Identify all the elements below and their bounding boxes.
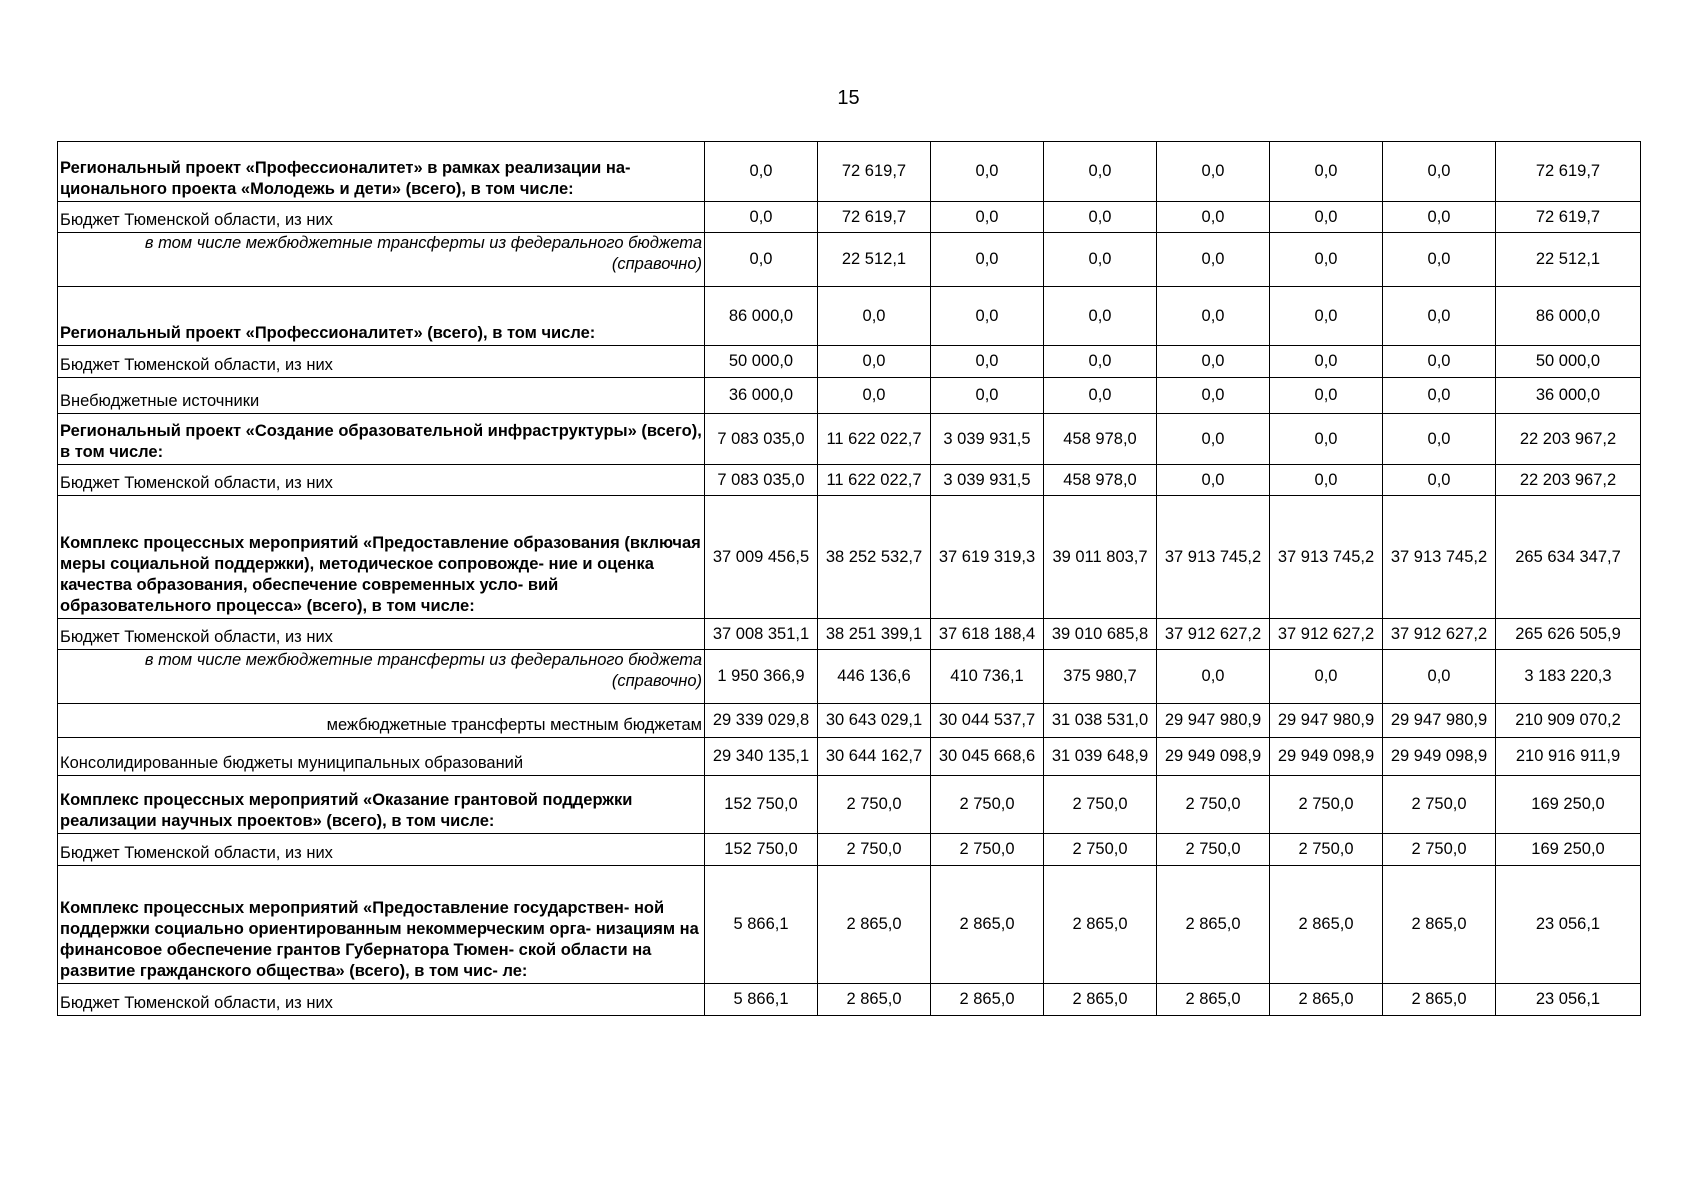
row-total-cell: 169 250,0 <box>1496 834 1641 866</box>
row-label: Внебюджетные источники <box>58 378 705 414</box>
row-label: Региональный проект «Создание образовательной инфраструктуры» (всего), в том числе: <box>58 414 705 465</box>
value-cell: 0,0 <box>1383 287 1496 346</box>
value-cell: 1 950 366,9 <box>705 650 818 704</box>
row-label: Бюджет Тюменской области, из них <box>58 619 705 650</box>
table-row <box>58 233 1641 287</box>
value-cell: 11 622 022,7 <box>818 465 931 496</box>
value-cell: 31 038 531,0 <box>1044 704 1157 738</box>
value-cell: 5 866,1 <box>705 984 818 1016</box>
value-cell: 0,0 <box>818 287 931 346</box>
value-cell: 0,0 <box>1383 202 1496 233</box>
row-total-cell: 210 916 911,9 <box>1496 738 1641 776</box>
value-cell: 2 750,0 <box>1270 776 1383 834</box>
value-cell: 0,0 <box>1157 142 1270 202</box>
value-cell: 2 865,0 <box>1157 866 1270 984</box>
value-cell: 0,0 <box>931 287 1044 346</box>
value-cell: 29 947 980,9 <box>1270 704 1383 738</box>
value-cell: 2 750,0 <box>1044 776 1157 834</box>
value-cell: 2 865,0 <box>931 984 1044 1016</box>
value-cell: 0,0 <box>1270 650 1383 704</box>
value-cell: 7 083 035,0 <box>705 465 818 496</box>
value-cell: 7 083 035,0 <box>705 414 818 465</box>
value-cell: 29 949 098,9 <box>1157 738 1270 776</box>
row-total-cell: 22 203 967,2 <box>1496 414 1641 465</box>
value-cell: 0,0 <box>931 202 1044 233</box>
value-cell: 0,0 <box>1270 414 1383 465</box>
value-cell: 0,0 <box>1157 465 1270 496</box>
value-cell: 37 912 627,2 <box>1383 619 1496 650</box>
value-cell: 0,0 <box>1270 233 1383 287</box>
value-cell: 2 750,0 <box>818 834 931 866</box>
value-cell: 2 865,0 <box>1270 866 1383 984</box>
value-cell: 152 750,0 <box>705 834 818 866</box>
table-row <box>58 287 1641 346</box>
value-cell: 0,0 <box>818 378 931 414</box>
value-cell: 2 750,0 <box>931 776 1044 834</box>
row-total-cell: 22 512,1 <box>1496 233 1641 287</box>
value-cell: 37 008 351,1 <box>705 619 818 650</box>
row-total-cell: 72 619,7 <box>1496 142 1641 202</box>
value-cell: 2 750,0 <box>1383 776 1496 834</box>
value-cell: 29 949 098,9 <box>1270 738 1383 776</box>
row-total-cell: 23 056,1 <box>1496 984 1641 1016</box>
value-cell: 0,0 <box>1383 650 1496 704</box>
value-cell: 2 865,0 <box>818 866 931 984</box>
table-row <box>58 619 1641 650</box>
value-cell: 30 044 537,7 <box>931 704 1044 738</box>
value-cell: 0,0 <box>1270 142 1383 202</box>
value-cell: 3 039 931,5 <box>931 465 1044 496</box>
value-cell: 37 618 188,4 <box>931 619 1044 650</box>
value-cell: 86 000,0 <box>705 287 818 346</box>
value-cell: 37 009 456,5 <box>705 496 818 619</box>
value-cell: 2 750,0 <box>1157 834 1270 866</box>
value-cell: 72 619,7 <box>818 202 931 233</box>
value-cell: 2 750,0 <box>818 776 931 834</box>
value-cell: 0,0 <box>1383 233 1496 287</box>
value-cell: 0,0 <box>705 142 818 202</box>
value-cell: 29 339 029,8 <box>705 704 818 738</box>
table-row <box>58 465 1641 496</box>
row-label: Бюджет Тюменской области, из них <box>58 984 705 1016</box>
row-total-cell: 22 203 967,2 <box>1496 465 1641 496</box>
value-cell: 3 039 931,5 <box>931 414 1044 465</box>
value-cell: 0,0 <box>1383 378 1496 414</box>
value-cell: 29 340 135,1 <box>705 738 818 776</box>
value-cell: 0,0 <box>1044 346 1157 378</box>
table-row <box>58 866 1641 984</box>
value-cell: 39 010 685,8 <box>1044 619 1157 650</box>
row-total-cell: 23 056,1 <box>1496 866 1641 984</box>
value-cell: 37 912 627,2 <box>1157 619 1270 650</box>
value-cell: 0,0 <box>705 202 818 233</box>
value-cell: 0,0 <box>1383 142 1496 202</box>
row-label: Региональный проект «Профессионалитет» в рамках реализации на- ционального проекта «Молодежь и дети» (всего), в том числе: <box>58 142 705 202</box>
row-label: Бюджет Тюменской области, из них <box>58 202 705 233</box>
value-cell: 29 947 980,9 <box>1383 704 1496 738</box>
row-total-cell: 36 000,0 <box>1496 378 1641 414</box>
value-cell: 50 000,0 <box>705 346 818 378</box>
value-cell: 375 980,7 <box>1044 650 1157 704</box>
value-cell: 30 643 029,1 <box>818 704 931 738</box>
row-total-cell: 72 619,7 <box>1496 202 1641 233</box>
value-cell: 2 865,0 <box>818 984 931 1016</box>
value-cell: 29 947 980,9 <box>1157 704 1270 738</box>
value-cell: 38 252 532,7 <box>818 496 931 619</box>
value-cell: 0,0 <box>1157 233 1270 287</box>
value-cell: 0,0 <box>931 142 1044 202</box>
value-cell: 22 512,1 <box>818 233 931 287</box>
row-label: Консолидированные бюджеты муниципальных образований <box>58 738 705 776</box>
table-row <box>58 346 1641 378</box>
table-row <box>58 496 1641 619</box>
value-cell: 37 913 745,2 <box>1157 496 1270 619</box>
budget-table-body <box>58 142 1641 1016</box>
row-label: межбюджетные трансферты местным бюджетам <box>58 704 705 738</box>
value-cell: 37 912 627,2 <box>1270 619 1383 650</box>
value-cell: 2 750,0 <box>1157 776 1270 834</box>
value-cell: 2 865,0 <box>1044 866 1157 984</box>
table-row <box>58 414 1641 465</box>
value-cell: 0,0 <box>1044 233 1157 287</box>
value-cell: 0,0 <box>931 378 1044 414</box>
row-label: Бюджет Тюменской области, из них <box>58 465 705 496</box>
row-label: в том числе межбюджетные трансферты из федерального бюджета (справочно) <box>58 650 705 704</box>
value-cell: 0,0 <box>1270 465 1383 496</box>
value-cell: 0,0 <box>931 346 1044 378</box>
value-cell: 0,0 <box>931 233 1044 287</box>
value-cell: 410 736,1 <box>931 650 1044 704</box>
value-cell: 0,0 <box>818 346 931 378</box>
value-cell: 37 913 745,2 <box>1383 496 1496 619</box>
value-cell: 0,0 <box>1157 378 1270 414</box>
value-cell: 30 045 668,6 <box>931 738 1044 776</box>
table-row <box>58 738 1641 776</box>
value-cell: 458 978,0 <box>1044 465 1157 496</box>
row-total-cell: 50 000,0 <box>1496 346 1641 378</box>
value-cell: 0,0 <box>1044 202 1157 233</box>
row-label: Комплекс процессных мероприятий «Предоставление государствен- ной поддержки социально ориентированным некоммерческим орга- низациям на финансовое обеспечение грантов Губернатора Тюмен- ской области на развитие гражданского общества» (всего), в том чис- ле: <box>58 866 705 984</box>
row-label: Комплекс процессных мероприятий «Оказание грантовой поддержки реализации научных проектов» (всего), в том числе: <box>58 776 705 834</box>
table-row <box>58 142 1641 202</box>
row-total-cell: 210 909 070,2 <box>1496 704 1641 738</box>
value-cell: 0,0 <box>1044 287 1157 346</box>
value-cell: 2 865,0 <box>1383 984 1496 1016</box>
value-cell: 29 949 098,9 <box>1383 738 1496 776</box>
row-label: Бюджет Тюменской области, из них <box>58 834 705 866</box>
table-row <box>58 776 1641 834</box>
value-cell: 2 865,0 <box>1383 866 1496 984</box>
row-total-cell: 265 626 505,9 <box>1496 619 1641 650</box>
value-cell: 2 750,0 <box>931 834 1044 866</box>
value-cell: 2 750,0 <box>1270 834 1383 866</box>
table-row <box>58 378 1641 414</box>
value-cell: 2 865,0 <box>1044 984 1157 1016</box>
value-cell: 5 866,1 <box>705 866 818 984</box>
value-cell: 152 750,0 <box>705 776 818 834</box>
value-cell: 0,0 <box>1157 202 1270 233</box>
value-cell: 0,0 <box>1157 414 1270 465</box>
table-row <box>58 202 1641 233</box>
value-cell: 0,0 <box>705 233 818 287</box>
value-cell: 38 251 399,1 <box>818 619 931 650</box>
value-cell: 30 644 162,7 <box>818 738 931 776</box>
value-cell: 2 865,0 <box>1157 984 1270 1016</box>
row-label: Комплекс процессных мероприятий «Предоставление образования (включая меры социальной поддержки), методическое сопровожде- ние и оценка качества образования, обеспечение современных усло- вий образовательного процесса» (всего), в том числе: <box>58 496 705 619</box>
table-row <box>58 650 1641 704</box>
value-cell: 2 750,0 <box>1383 834 1496 866</box>
row-label: Региональный проект «Профессионалитет» (всего), в том числе: <box>58 287 705 346</box>
row-total-cell: 265 634 347,7 <box>1496 496 1641 619</box>
value-cell: 0,0 <box>1383 346 1496 378</box>
row-total-cell: 86 000,0 <box>1496 287 1641 346</box>
value-cell: 37 913 745,2 <box>1270 496 1383 619</box>
value-cell: 39 011 803,7 <box>1044 496 1157 619</box>
row-label: в том числе межбюджетные трансферты из федерального бюджета (справочно) <box>58 233 705 287</box>
table-row <box>58 704 1641 738</box>
value-cell: 0,0 <box>1044 378 1157 414</box>
row-total-cell: 169 250,0 <box>1496 776 1641 834</box>
value-cell: 0,0 <box>1157 346 1270 378</box>
value-cell: 0,0 <box>1044 142 1157 202</box>
table-row <box>58 834 1641 866</box>
value-cell: 0,0 <box>1270 378 1383 414</box>
value-cell: 36 000,0 <box>705 378 818 414</box>
value-cell: 31 039 648,9 <box>1044 738 1157 776</box>
value-cell: 72 619,7 <box>818 142 931 202</box>
value-cell: 446 136,6 <box>818 650 931 704</box>
value-cell: 37 619 319,3 <box>931 496 1044 619</box>
budget-table <box>57 141 1641 1016</box>
row-total-cell: 3 183 220,3 <box>1496 650 1641 704</box>
value-cell: 0,0 <box>1270 202 1383 233</box>
value-cell: 2 750,0 <box>1044 834 1157 866</box>
value-cell: 0,0 <box>1157 650 1270 704</box>
table-row <box>58 984 1641 1016</box>
value-cell: 0,0 <box>1270 346 1383 378</box>
value-cell: 0,0 <box>1270 287 1383 346</box>
value-cell: 2 865,0 <box>1270 984 1383 1016</box>
row-label: Бюджет Тюменской области, из них <box>58 346 705 378</box>
value-cell: 2 865,0 <box>931 866 1044 984</box>
value-cell: 0,0 <box>1383 465 1496 496</box>
value-cell: 11 622 022,7 <box>818 414 931 465</box>
page-number: 15 <box>837 87 860 109</box>
value-cell: 0,0 <box>1383 414 1496 465</box>
value-cell: 458 978,0 <box>1044 414 1157 465</box>
value-cell: 0,0 <box>1157 287 1270 346</box>
